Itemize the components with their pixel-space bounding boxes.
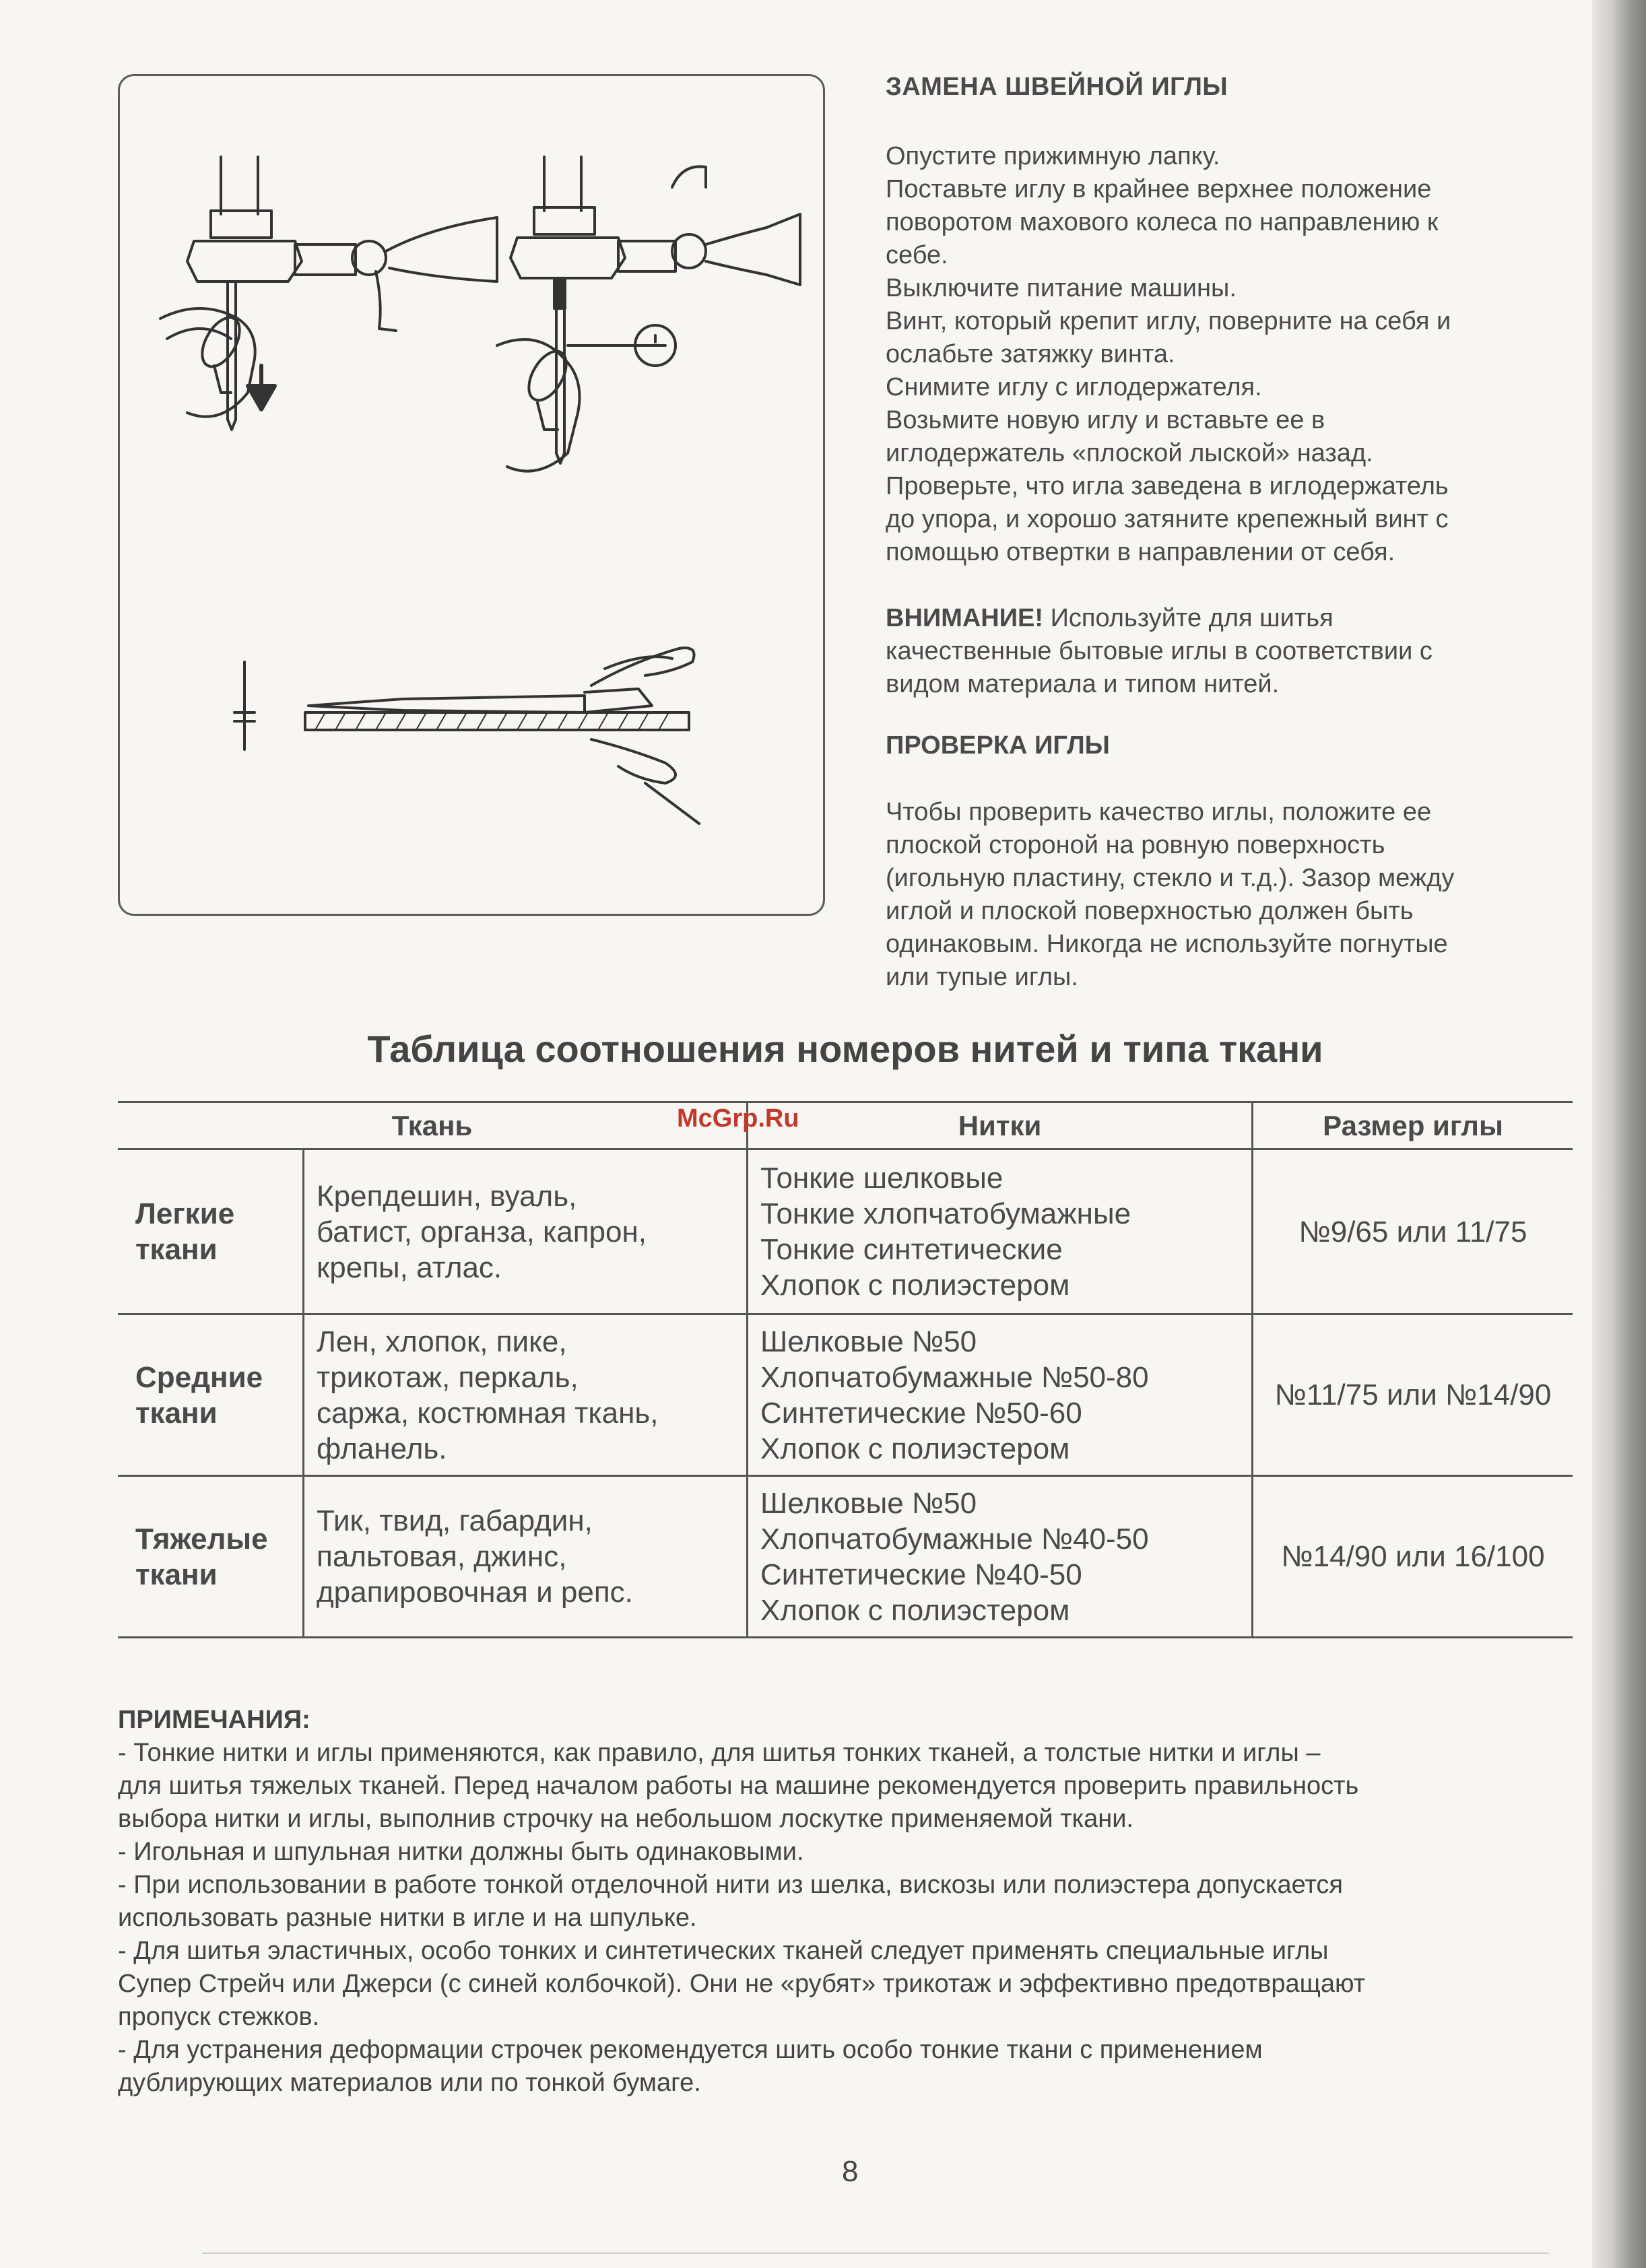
instruction-line: Проверьте, что игла заведена в иглодержатель bbox=[886, 472, 1449, 500]
fabric-line: батист, органза, капрон, bbox=[317, 1215, 647, 1248]
note-line: Супер Стрейч или Джерси (с синей колбочкой). Они не «рубят» трикотаж и эффективно предотвращают bbox=[118, 1970, 1366, 1998]
attention-label: ВНИМАНИЕ! bbox=[886, 604, 1044, 632]
check-line: плоской стороной на ровную поверхность bbox=[886, 831, 1385, 859]
instruction-line: поворотом махового колеса по направлению к bbox=[886, 208, 1439, 236]
instruction-line: Выключите питание машины. bbox=[886, 274, 1237, 302]
instruction-line: себе. bbox=[886, 241, 948, 269]
header-fabric: Ткань bbox=[118, 1102, 748, 1149]
notes-section bbox=[118, 1704, 1586, 2100]
instruction-line: до упора, и хорошо затяните крепежный винт с bbox=[886, 505, 1449, 533]
fabric-line: фланель. bbox=[317, 1432, 447, 1465]
needle-check-drawing bbox=[234, 648, 699, 824]
instruction-line: помощью отвертки в направлении от себя. bbox=[886, 538, 1395, 566]
thread-list bbox=[748, 1314, 1253, 1476]
category-line: ткани bbox=[135, 1396, 218, 1430]
fabric-category bbox=[118, 1149, 304, 1314]
header-needle-size: Размер иглы bbox=[1253, 1102, 1573, 1149]
instruction-line: ослабьте затяжку винта. bbox=[886, 340, 1175, 368]
fabric-line: саржа, костюмная ткань, bbox=[317, 1396, 659, 1430]
fabric-list bbox=[304, 1314, 748, 1476]
thread-line: Тонкие шелковые bbox=[760, 1162, 1003, 1195]
fabric-list bbox=[304, 1476, 748, 1638]
fabric-line: Лен, хлопок, пике, bbox=[317, 1325, 567, 1358]
category-line: Легкие bbox=[135, 1197, 235, 1230]
left-needle-clamp-drawing bbox=[160, 157, 497, 430]
check-line: (игольную пластину, стекло и т.д.). Зазор между bbox=[886, 864, 1455, 892]
fabric-line: Тик, твид, габардин, bbox=[317, 1504, 593, 1537]
check-needle-heading: ПРОВЕРКА ИГЛЫ bbox=[886, 731, 1110, 760]
replace-needle-instructions bbox=[886, 140, 1593, 569]
needle-size: №14/90 или 16/100 bbox=[1253, 1476, 1573, 1638]
needle-size: №9/65 или 11/75 bbox=[1253, 1149, 1573, 1314]
fabric-list bbox=[304, 1149, 748, 1314]
needle-illustration-frame bbox=[118, 74, 825, 916]
page-edge-shadow bbox=[1592, 0, 1646, 2268]
page-number: 8 bbox=[842, 2155, 859, 2188]
thread-line: Хлопчатобумажные №40-50 bbox=[760, 1522, 1149, 1556]
note-line: дублирующих материалов или по тонкой бумаге. bbox=[118, 2069, 701, 2097]
table-title: Таблица соотношения номеров нитей и типа ткани bbox=[367, 1028, 1323, 1070]
attention-note bbox=[886, 602, 1593, 701]
header-threads: Нитки bbox=[748, 1102, 1253, 1149]
instructions-column bbox=[886, 71, 1593, 994]
note-line: для шитья тяжелых тканей. Перед началом работы на машине рекомендуется проверить правильность bbox=[118, 1772, 1359, 1800]
thread-list bbox=[748, 1476, 1253, 1638]
note-line: выбора нитки и иглы, выполнив строчку на небольшом лоскутке применяемой ткани. bbox=[118, 1805, 1133, 1833]
attention-text: Используйте для шитья bbox=[1043, 604, 1334, 632]
bottom-divider bbox=[202, 2253, 1549, 2254]
instruction-line: Снимите иглу с иглодержателя. bbox=[886, 373, 1262, 401]
note-line: пропуск стежков. bbox=[118, 2003, 320, 2031]
instruction-line: Поставьте иглу в крайнее верхнее положение bbox=[886, 175, 1432, 203]
thread-line: Хлопок с полиэстером bbox=[760, 1269, 1070, 1302]
check-line: иглой и плоской поверхностью должен быть bbox=[886, 897, 1414, 925]
note-line: - Для шитья эластичных, особо тонких и синтетических тканей следует применять специальные иглы bbox=[118, 1937, 1329, 1965]
thread-line: Шелковые №50 bbox=[760, 1486, 977, 1520]
note-line: использовать разные нитки в игле и на шпульке. bbox=[118, 1904, 697, 1932]
note-line: - Для устранения деформации строчек рекомендуется шить особо тонкие ткани с применением bbox=[118, 2036, 1263, 2064]
note-line: - Тонкие нитки и иглы применяются, как правило, для шитья тонких тканей, а толстые нитки и иглы – bbox=[118, 1739, 1321, 1767]
watermark: McGrp.Ru bbox=[677, 1104, 799, 1133]
note-line: - Игольная и шпульная нитки должны быть одинаковыми. bbox=[118, 1838, 804, 1866]
check-needle-instructions bbox=[886, 796, 1593, 994]
needle-size: №11/75 или №14/90 bbox=[1253, 1314, 1573, 1476]
instruction-line: Опустите прижимную лапку. bbox=[886, 142, 1220, 170]
thread-line: Хлопок с полиэстером bbox=[760, 1432, 1070, 1465]
thread-line: Синтетические №50-60 bbox=[760, 1396, 1082, 1430]
table-row bbox=[118, 1314, 1573, 1476]
thread-needle-table bbox=[118, 1101, 1573, 1638]
instruction-line: Винт, который крепит иглу, поверните на себя и bbox=[886, 307, 1451, 335]
check-line: или тупые иглы. bbox=[886, 963, 1078, 991]
fabric-category bbox=[118, 1314, 304, 1476]
right-needle-clamp-drawing bbox=[497, 157, 800, 471]
thread-line: Хлопок с полиэстером bbox=[760, 1593, 1070, 1627]
attention-first-line bbox=[886, 602, 1593, 635]
thread-line: Тонкие синтетические bbox=[760, 1233, 1063, 1266]
check-line: Чтобы проверить качество иглы, положите ее bbox=[886, 798, 1432, 826]
thread-line: Хлопчатобумажные №50-80 bbox=[760, 1360, 1149, 1394]
fabric-line: драпировочная и репс. bbox=[317, 1576, 633, 1609]
note-line: - При использовании в работе тонкой отделочной нити из шелка, вискозы или полиэстера допускается bbox=[118, 1871, 1344, 1899]
category-line: ткани bbox=[135, 1233, 218, 1266]
thread-line: Синтетические №40-50 bbox=[760, 1558, 1082, 1591]
instruction-line: иглодержатель «плоской лыской» назад. bbox=[886, 439, 1373, 467]
attention-line: качественные бытовые иглы в соответствии с bbox=[886, 637, 1433, 665]
fabric-category bbox=[118, 1476, 304, 1638]
instruction-line: Возьмите новую иглу и вставьте ее в bbox=[886, 406, 1325, 434]
fabric-line: крепы, атлас. bbox=[317, 1250, 502, 1284]
notes-heading: ПРИМЕЧАНИЯ: bbox=[118, 1706, 310, 1734]
thread-list bbox=[748, 1149, 1253, 1314]
thread-line: Тонкие хлопчатобумажные bbox=[760, 1197, 1131, 1230]
category-line: Средние bbox=[135, 1360, 263, 1394]
check-line: одинаковым. Никогда не используйте погнутые bbox=[886, 930, 1448, 958]
category-line: ткани bbox=[135, 1558, 218, 1591]
thread-line: Шелковые №50 bbox=[760, 1325, 977, 1358]
fabric-line: пальтовая, джинс, bbox=[317, 1540, 567, 1573]
needle-replacement-illustration bbox=[120, 76, 827, 918]
category-line: Тяжелые bbox=[135, 1522, 268, 1556]
table-header-row bbox=[118, 1102, 1573, 1149]
table-row bbox=[118, 1476, 1573, 1638]
fabric-line: Крепдешин, вуаль, bbox=[317, 1179, 577, 1213]
attention-line: видом материала и типом нитей. bbox=[886, 670, 1280, 698]
replace-needle-heading: ЗАМЕНА ШВЕЙНОЙ ИГЛЫ bbox=[886, 73, 1228, 101]
table-row bbox=[118, 1149, 1573, 1314]
fabric-line: трикотаж, перкаль, bbox=[317, 1360, 579, 1394]
